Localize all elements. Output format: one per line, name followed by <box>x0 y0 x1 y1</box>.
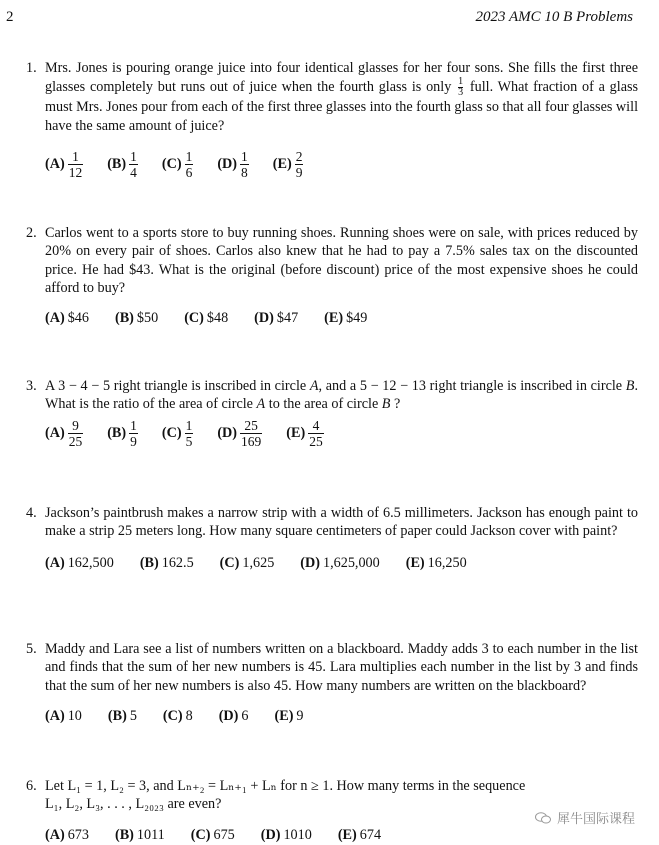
fraction-numerator: 4 <box>312 417 320 433</box>
choice-e[interactable] <box>275 707 304 725</box>
choice-fraction <box>185 418 194 449</box>
problem-text: Maddy and Lara see a list of numbers written on a blackboard. Maddy adds 3 to each number in the list and finds that the sum of her new numbers is 45. Lara multiplies each number in the list by 3 and finds that the sum of her new numbers is also 45. How many numbers are written on the blackboard? <box>45 641 638 694</box>
inline-fraction <box>458 77 463 98</box>
choice-label: (B) <box>114 310 134 327</box>
watermark <box>535 808 635 827</box>
problem-text-part: , and a 5 − 12 − 13 right triangle is inscribed in circle <box>318 378 623 394</box>
problem-text <box>45 59 638 135</box>
fraction-denominator: 8 <box>241 164 248 180</box>
choice-value: $50 <box>136 310 159 327</box>
choice-value: 8 <box>185 707 193 724</box>
choice-label: (D) <box>260 826 281 843</box>
choice-label: (E) <box>286 424 306 441</box>
choice-value: 16,250 <box>427 554 467 571</box>
problem-3 <box>26 377 638 449</box>
choice-fraction <box>129 149 138 180</box>
math-variable: A <box>256 396 266 413</box>
fraction-numerator: 1 <box>130 417 137 433</box>
choice-label: (B) <box>139 554 159 571</box>
choice-label: (C) <box>184 310 204 327</box>
choice-value: 162.5 <box>161 554 194 571</box>
fraction-denominator: 9 <box>130 433 137 449</box>
choice-fraction <box>295 149 304 180</box>
choice-b[interactable] <box>107 149 138 180</box>
choice-b[interactable] <box>115 309 158 327</box>
fraction-denominator: 9 <box>295 164 303 180</box>
choice-a[interactable] <box>45 418 83 449</box>
fraction-numerator: 1 <box>241 148 248 164</box>
choice-label: (A) <box>45 707 65 724</box>
choice-label: (C) <box>161 424 182 441</box>
fraction-denominator: 6 <box>185 164 193 180</box>
answer-choices <box>45 554 638 572</box>
choice-value: 1010 <box>283 826 312 843</box>
choice-value: $47 <box>276 310 299 327</box>
problem-number: 4. <box>26 505 37 521</box>
choice-label: (D) <box>217 424 238 441</box>
problem-5 <box>26 640 638 725</box>
choice-d[interactable] <box>217 418 262 449</box>
problem-text-part: to the area of circle <box>268 396 379 413</box>
problem-number: 1. <box>26 60 37 76</box>
choice-c[interactable] <box>163 707 193 725</box>
choice-label: (B) <box>107 156 127 173</box>
fraction-numerator: 1 <box>185 148 193 164</box>
choice-e[interactable] <box>324 309 367 327</box>
problem-text-part: A 3 − 4 − 5 right triangle is inscribed in circle <box>45 378 307 394</box>
answer-choices <box>45 309 638 327</box>
choice-value: 10 <box>67 707 82 724</box>
choice-label: (E) <box>337 826 357 843</box>
choice-label: (C) <box>190 826 211 843</box>
fraction-denominator: 4 <box>130 164 137 180</box>
choice-d[interactable] <box>254 309 298 327</box>
choice-label: (B) <box>107 707 127 724</box>
choice-label: (C) <box>161 156 182 173</box>
page-header: 2023 AMC 10 B Problems <box>475 9 633 25</box>
problem-text-line: L₁, L₂, L₃, . . . , L₂₀₂₃ are even? <box>45 796 222 813</box>
choice-d[interactable] <box>261 826 312 844</box>
fraction-numerator: 25 <box>244 417 258 433</box>
math-variable: B <box>381 396 391 413</box>
choice-fraction <box>240 418 262 449</box>
choice-fraction <box>308 418 324 449</box>
fraction-denominator: 25 <box>309 433 323 449</box>
choice-c[interactable] <box>191 826 235 844</box>
choice-label: (A) <box>45 156 65 173</box>
problem-text-part: full. What fraction of a glass must Mrs. Jones pour from each of the first three glasses into the fourth glass so that all four glasses will have the same amount of juice? <box>45 79 639 134</box>
choice-fraction <box>185 149 194 180</box>
choice-value: 1,625 <box>242 554 275 571</box>
choice-value: 162,500 <box>67 554 114 571</box>
choice-label: (D) <box>254 310 274 327</box>
problem-number: 6. <box>26 778 37 794</box>
answer-choices <box>45 826 638 844</box>
choice-label: (D) <box>218 707 239 724</box>
choice-c[interactable] <box>184 309 228 327</box>
problem-text: Carlos went to a sports store to buy running shoes. Running shoes were on sale, with prices reduced by 20% on every pair of shoes. Carlos also knew that he had to pay a 7.5% sales tax on the discounted price. He had $43. What is the original (before discount) price of the most expensive shoes he could afford to buy? <box>45 225 638 296</box>
answer-choices <box>45 707 638 725</box>
choice-label: (C) <box>219 554 240 571</box>
choice-value: $49 <box>346 310 368 327</box>
problem-number: 2. <box>26 225 37 241</box>
choice-label: (A) <box>45 826 65 843</box>
fraction-denominator: 25 <box>68 433 83 449</box>
problem-text-part: . What is the ratio of the area of circle <box>45 378 638 413</box>
choice-a[interactable] <box>45 309 89 327</box>
choice-value: $46 <box>67 310 89 327</box>
fraction-numerator: 2 <box>295 148 303 164</box>
choice-label: (D) <box>217 156 238 173</box>
choice-a[interactable] <box>45 707 82 725</box>
choice-label: (C) <box>162 707 183 724</box>
choice-value: 1011 <box>136 826 165 843</box>
choice-label: (B) <box>114 826 134 843</box>
choice-c[interactable] <box>162 418 193 449</box>
choice-label: (E) <box>324 310 344 327</box>
fraction-denominator: 5 <box>185 433 193 449</box>
choice-label: (B) <box>107 424 127 441</box>
choice-b[interactable] <box>107 418 138 449</box>
choice-b[interactable] <box>108 707 137 725</box>
choice-d[interactable] <box>217 149 248 180</box>
choice-e[interactable] <box>286 418 323 449</box>
math-variable: A <box>309 378 319 394</box>
fraction-numerator: 9 <box>72 417 79 433</box>
fraction-numerator: 1 <box>130 148 137 164</box>
choice-e[interactable] <box>273 149 304 180</box>
page-number: 2 <box>6 9 14 25</box>
math-variable: B <box>625 378 635 394</box>
fraction-numerator: 1 <box>185 417 193 433</box>
problem-text-part: Mrs. Jones is pouring orange juice into four identical glasses for her four sons. She fills the first three glasses completely but runs out of juice when the fourth glass is only <box>45 60 638 96</box>
choice-label: (E) <box>405 554 425 571</box>
answer-choices <box>45 418 638 449</box>
choice-b[interactable] <box>140 554 194 572</box>
choice-e[interactable] <box>406 554 467 572</box>
choice-fraction <box>129 418 138 449</box>
choice-fraction <box>68 418 84 449</box>
problem-number: 5. <box>26 641 37 657</box>
choice-d[interactable] <box>219 707 249 725</box>
problem-text-part: ? <box>394 396 401 413</box>
choice-value: 674 <box>359 826 382 843</box>
problem-text: Jackson’s paintbrush makes a narrow strip with a width of 6.5 millimeters. Jackson has enough paint to make a strip 25 meters long. How many square centimeters of paper could Jackson cover with paint? <box>45 505 638 540</box>
problem-4 <box>26 504 638 572</box>
choice-b[interactable] <box>115 826 165 844</box>
choice-fraction <box>240 149 249 180</box>
choice-value: 6 <box>241 707 249 724</box>
problem-number: 3. <box>26 378 37 394</box>
answer-choices <box>45 149 638 180</box>
choice-label: (A) <box>45 424 65 441</box>
problem-2 <box>26 224 638 327</box>
choice-value: 673 <box>67 826 89 843</box>
fraction-numerator: 1 <box>72 148 79 164</box>
choice-a[interactable] <box>45 149 83 180</box>
problem-text-line: Let L₁ = 1, L₂ = 3, and Lₙ₊₂ = Lₙ₊₁ + Lₙ for n ≥ 1. How many terms in the sequence <box>45 778 526 794</box>
fraction-denominator: 12 <box>68 164 83 180</box>
fraction-numerator: 1 <box>458 76 464 88</box>
choice-fraction <box>68 149 84 180</box>
choice-value: 5 <box>129 707 137 724</box>
fraction-denominator: 169 <box>241 433 262 449</box>
choice-c[interactable] <box>162 149 193 180</box>
choice-label: (E) <box>274 707 294 724</box>
choice-label: (E) <box>272 156 292 173</box>
problem-1 <box>26 59 638 180</box>
choice-c[interactable] <box>220 554 275 572</box>
watermark-text: 犀牛国际课程 <box>556 812 635 827</box>
problem-text <box>45 377 638 414</box>
choice-value: $48 <box>206 310 229 327</box>
wechat-icon <box>535 812 551 824</box>
fraction-denominator: 3 <box>458 87 464 99</box>
choice-label: (A) <box>45 554 65 571</box>
choice-a[interactable] <box>45 554 114 572</box>
choice-label: (D) <box>300 554 320 571</box>
choice-a[interactable] <box>45 826 89 844</box>
choice-value: 675 <box>213 826 235 843</box>
choice-value: 1,625,000 <box>322 554 380 571</box>
choice-d[interactable] <box>300 554 379 572</box>
choice-value: 9 <box>296 707 304 724</box>
choice-e[interactable] <box>338 826 381 844</box>
choice-label: (A) <box>45 310 65 327</box>
